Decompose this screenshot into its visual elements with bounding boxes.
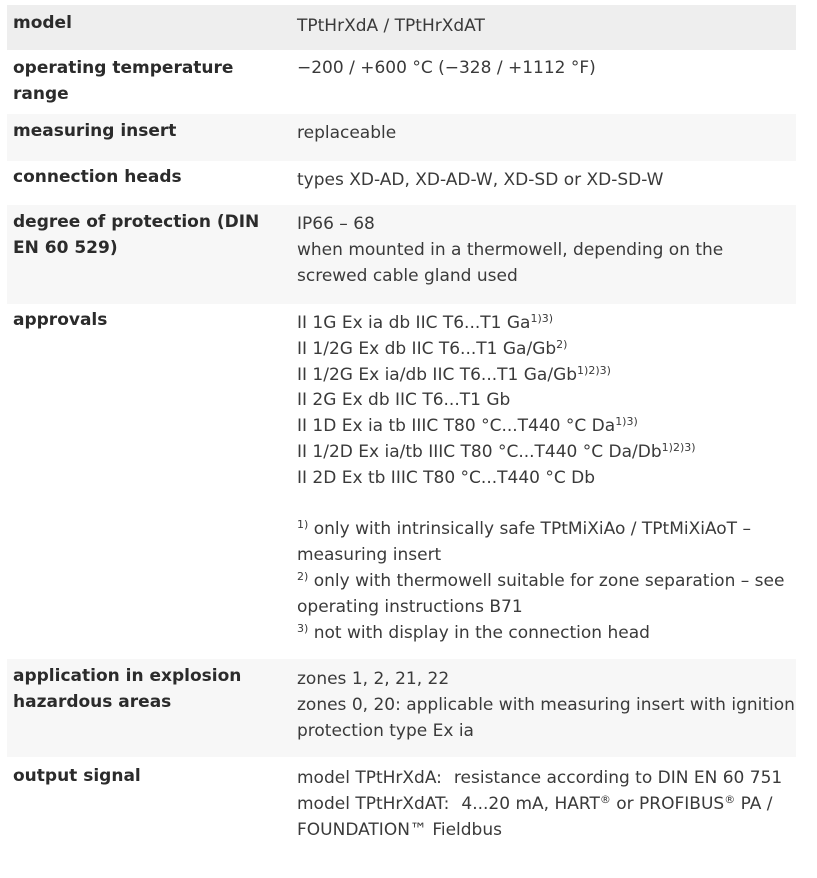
- approval-item: II 1D Ex ia tb IIIC T80 °C...T440 °C $Da^{1)3)}$: [297, 415, 638, 437]
- spec-row-model: [7, 5, 796, 50]
- spec-value: [285, 304, 796, 659]
- spec-row-approvals: [7, 304, 796, 659]
- explosion-zones: zones 1, 2, 21, 22: [297, 669, 450, 689]
- spacer: [297, 492, 796, 518]
- spec-value: [285, 114, 796, 161]
- spec-label: degree of protection (DIN EN 60 529): [13, 212, 260, 258]
- output-model-a: model TPtHrXdA: resistance according to DIN EN 60 751: [297, 768, 783, 788]
- protection-note: when mounted in a thermowell, depending on the screwed cable gland used: [297, 239, 724, 286]
- approval-item: II 1/2D Ex ia/tb IIIC T80 °C...T440 °C $Da/Db^{1)2)3)}$: [297, 440, 696, 462]
- spec-row-output: [7, 757, 796, 873]
- spec-label: measuring insert: [13, 121, 177, 141]
- footnote-2: $^{2)}$ only with thermowell suitable for zone separation – see operating instructions B71: [297, 569, 785, 617]
- model-value: TPtHrXdA / TPtHrXdAT: [297, 16, 485, 36]
- spec-value: [285, 205, 796, 304]
- heads-value: types XD-AD, XD-AD-W, XD-SD or XD-SD-W: [297, 170, 664, 190]
- spec-label: model: [13, 13, 72, 33]
- approval-item: II 1/2G Ex ia/db IIC T6...T1 $Ga/Gb^{1)2)3)}$: [297, 363, 611, 385]
- temperature-value: −200 / +600 °C (−328 / +1112 °F): [297, 58, 596, 78]
- spec-label: connection heads: [13, 167, 182, 187]
- spec-row-explosion: [7, 659, 796, 757]
- spec-row-heads: [7, 161, 796, 205]
- footnote-3: $^{3)}$ not with display in the connection head: [297, 621, 650, 643]
- approval-item: II 1G Ex ia db IIC T6...T1 $Ga^{1)3)}$: [297, 312, 554, 333]
- spec-value: [285, 757, 796, 873]
- insert-value: replaceable: [297, 123, 397, 143]
- explosion-note: zones 0, 20: applicable with measuring insert with ignition protection type Ex ia: [297, 694, 795, 741]
- protection-rating: IP66 – 68: [297, 214, 375, 234]
- approval-item: II 2G Ex db IIC T6...T1 Gb: [297, 390, 511, 411]
- approval-item: II 2D Ex tb IIIC T80 °C...T440 °C Db: [297, 467, 596, 488]
- approval-item: II 1/2G Ex db IIC T6...T1 Ga/Gb$^{2)}$: [297, 337, 568, 359]
- spec-label: operating temperature range: [13, 58, 234, 104]
- spec-value: [285, 161, 796, 205]
- specification-table: [7, 5, 796, 873]
- spec-row-temperature: [7, 50, 796, 114]
- spec-value: [285, 659, 796, 757]
- spec-row-protection: [7, 205, 796, 304]
- spec-value: [285, 50, 796, 114]
- spec-row-insert: [7, 114, 796, 161]
- spec-label: application in explosion hazardous areas: [13, 666, 242, 712]
- spec-label: approvals: [13, 310, 108, 330]
- footnote-1: $^{1)}$ only with intrinsically safe TPtMiXiAo / TPtMiXiAoT – measuring insert: [297, 518, 751, 566]
- spec-label: output signal: [13, 766, 141, 786]
- output-model-at: model TPtHrXdAT: 4...20 mA, HART® or PROFIBUS® PA / FOUNDATION™ Fieldbus: [297, 792, 773, 840]
- spec-value: [285, 5, 796, 50]
